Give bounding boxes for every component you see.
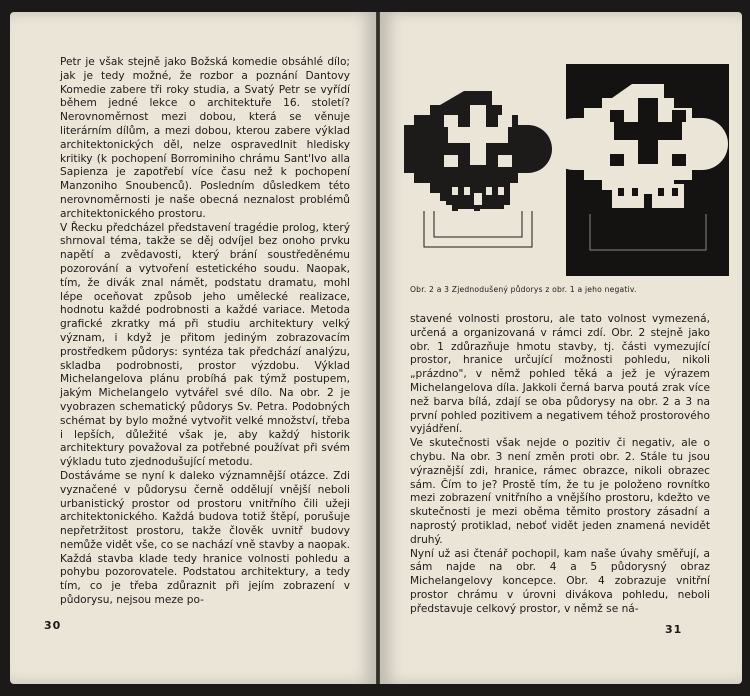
left-page bbox=[10, 12, 376, 684]
paragraph: V Řecku předcházel představení tragédie prolog, který shrnoval téma, takže se děj odvíjel bez onoho prvku napětí a zvědavosti, který brání soustředěnému pozorování a vytvoření estetického soudu. Naopak, tím, že divák znal námět, podstatu dramatu, mohl lépe oceňovat způsob jeho umělecké realizace, hodnotu každé podrobnosti a každé variace. Metoda grafické zkratky má při studiu architektury velký význam, i když je přitom jediným zobrazovacím prostředkem půdorys: syntéza tak předchází analýzu, skladba podrobnosti, prostor výzdobu. Výklad Michelangelova plánu probíhá pak týmž postupem, jakým Michelangelo vytvářel své dílo. Na obr. 2 je vyobrazen schematický půdorys Sv. Petra. Podobných schémat by bylo možné vytvořit velké množství, třeba i lepších, důležité však je, aby každý historik architektury považoval za potřebné používat při svém výkladu tuto zjednodušující metodu. bbox=[60, 221, 350, 469]
figure-caption: Obr. 2 a 3 Zjednodušený půdorys z obr. 1 a jeho negativ. bbox=[410, 285, 637, 294]
paragraph: Ve skutečnosti však nejde o pozitiv či negativ, ale o chybu. Na obr. 3 není změn proti obr. 2. Stále tu jsou výraznější zdi, hranice, rámec obrazce, nikoli obrazec sám. Čím to je? Prostě tím, že tu je položeno rovnítko mezi zobrazení vnitřního a vnějšího prostoru, kdežto ve skutečnosti je mezi oběma těmito prostory zásadní a naprostý protiklad, neboť vidět jeden znamená nevidět druhý. bbox=[410, 437, 710, 546]
paragraph: Dostáváme se nyní k daleko významnější otázce. Zdi vyznačené v půdorysu černě oddělují vnější neboli urbanistický prostor od prostoru vnitřního čili užeji architektonického. Každá budova totiž štěpí, porušuje nepřetržitost prostoru, takže člověk uvnitř budovy nemůže vidět vše, co se nachází vně stavby a naopak. Každá stavba klade tedy hranice volnosti pohledu a pohybu pozorovatele. Podstatou architektury, a tedy tím, co je třeba zdůraznit při jejím zobrazení v půdorysu, nejsou meze po- bbox=[60, 469, 350, 607]
floor-plan-figure-2 bbox=[404, 71, 552, 271]
paragraph: stavené volnosti prostoru, ale tato volnost vymezená, určená a organizovaná v rámci zdí. Obr. 2 stejně jako obr. 1 zdůrazňuje hmotu stavby, tj. části vymezující prostor, hranice určující možnosti pohledu, nikoli „prázdno", v němž pohled těká a jež je výrazem Michelangelova díla. Jakkoli černá barva poutá zrak více než barva bílá, zdají se oba půdorysy na obr. 2 a 3 na první pohled pozitivem a negativem téhož prostorového vyjádření. bbox=[410, 313, 710, 436]
page-number: 30 bbox=[44, 619, 62, 632]
left-page-body bbox=[60, 56, 350, 608]
paragraph: Petr je však stejně jako Božská komedie obsáhlé dílo; jak je tedy možné, že rozbor a poznání Dantovy Komedie zabere tři roky studia, a Svatý Petr se vyřídí během jedné lekce o architektuře 16. století? Nerovnoměrnost mezi dobou, která se věnuje literárním dílům, a mezi dobou, kterou zabere výklad architektonických děl, nelze ospravedlnit hledisky kritiky (k pochopení Borrominiho chrámu Sant'Ivo alla Sapienza je zapotřebí více času než k pochopení Manzoniho Snoubenců). Posledním důsledkem této nerovnoměrnosti je naše obecná neznalost problémů architektonického prostoru. bbox=[60, 56, 350, 220]
page-number: 31 bbox=[665, 623, 683, 636]
right-page-body bbox=[410, 313, 710, 617]
paragraph: Nyní už asi čtenář pochopil, kam naše úvahy směřují, a sám najde na obr. 4 a 5 půdorysný obraz Michelangelovy koncepce. Obr. 4 zobrazuje vnitřní prostor chrámu v úrovni divákova pohledu, neboli představuje celkový prostor, v němž se ná- bbox=[410, 547, 710, 615]
floor-plan-negative-figure-3 bbox=[566, 64, 729, 276]
right-page bbox=[380, 12, 742, 684]
